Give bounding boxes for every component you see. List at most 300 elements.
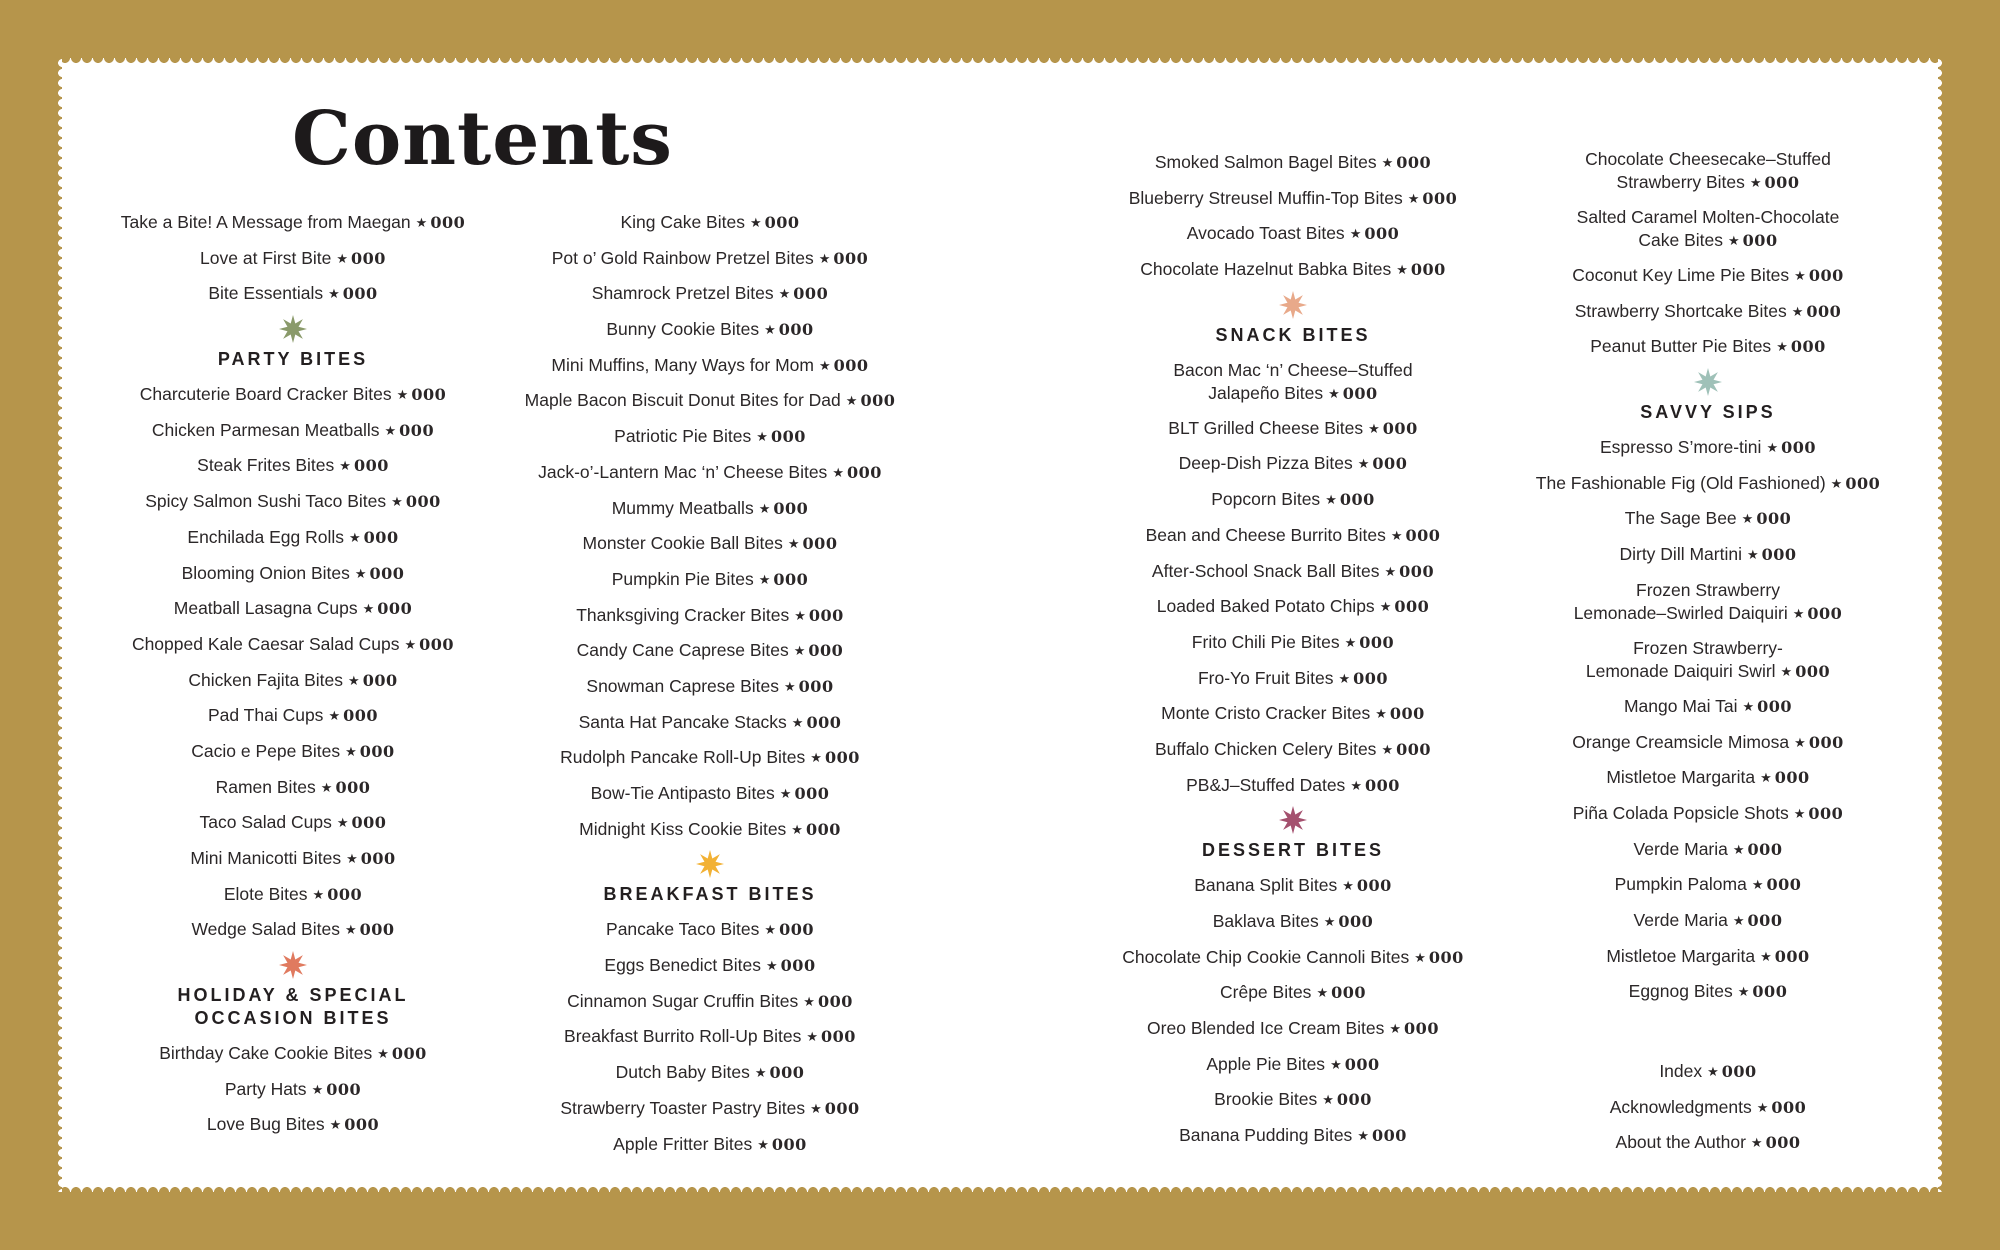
entry-title: Enchilada Egg Rolls — [187, 526, 345, 547]
page-number: 000 — [1764, 173, 1800, 192]
page-number: 000 — [1331, 983, 1366, 1003]
toc-entry-list — [1122, 874, 1464, 1160]
toc-entry[interactable] — [145, 490, 440, 514]
ornament-shape — [279, 951, 307, 979]
toc-entry[interactable] — [182, 562, 405, 586]
page-number: 000 — [860, 391, 896, 411]
entry-title: Verde Maria — [1633, 838, 1728, 859]
entry-title: Mummy Meatballs — [611, 497, 754, 518]
toc-entry[interactable] — [616, 1061, 805, 1085]
entry-title: Brookie Bites — [1214, 1089, 1318, 1110]
toc-entry[interactable] — [1574, 579, 1843, 626]
star-bullet-icon: ★ — [1316, 985, 1329, 1001]
toc-entry[interactable] — [576, 604, 844, 628]
entry-title: Chocolate Chip Cookie Cannoli Bites — [1122, 946, 1410, 967]
toc-entry[interactable] — [216, 776, 371, 800]
page-number: 000 — [1405, 525, 1441, 545]
page-number: 000 — [1399, 561, 1435, 581]
star-bullet-icon: ★ — [757, 1136, 769, 1152]
entry-title: Coconut Key Lime Pie Bites — [1572, 265, 1790, 285]
toc-entry[interactable] — [579, 711, 842, 735]
star-bullet-icon: ★ — [1794, 268, 1806, 283]
page-number: 000 — [824, 1098, 860, 1118]
star-bullet-icon: ★ — [1389, 1021, 1402, 1037]
toc-entry[interactable] — [1615, 873, 1802, 897]
toc-entry[interactable] — [1575, 300, 1842, 324]
toc-entry[interactable] — [1577, 206, 1840, 253]
entry-title: Dirty Dill Martini — [1619, 544, 1742, 565]
star-bullet-icon: ★ — [1381, 155, 1394, 170]
toc-entry[interactable] — [604, 954, 815, 978]
page-number: 000 — [1808, 803, 1844, 823]
toc-entry[interactable] — [564, 1025, 856, 1049]
entry-title: Meatball Lasagna Cups — [173, 598, 358, 619]
section-heading-snack-bites: SNACK BITES — [1215, 324, 1371, 345]
toc-entry[interactable] — [200, 811, 387, 835]
toc-entry[interactable] — [1572, 264, 1843, 288]
entry-title: Eggnog Bites — [1628, 981, 1733, 1002]
entry-title: Chocolate Cheesecake–Stuffed — [1585, 149, 1831, 169]
toc-entry[interactable] — [152, 419, 434, 443]
page-number: 000 — [411, 385, 447, 405]
toc-entry[interactable] — [208, 282, 377, 306]
entry-title-line2: Strawberry Bites — [1616, 172, 1745, 192]
toc-entry[interactable] — [191, 740, 394, 764]
page-number: 000 — [353, 456, 389, 476]
star-bullet-icon: ★ — [754, 1065, 767, 1081]
star-bullet-icon: ★ — [1379, 599, 1392, 615]
section-heading-dessert-bites: DESSERT BITES — [1201, 840, 1385, 861]
page-number: 000 — [1742, 231, 1778, 250]
toc-entry[interactable] — [132, 633, 454, 657]
entry-title: Shamrock Pretzel Bites — [591, 283, 774, 304]
page-number: 000 — [419, 634, 455, 654]
toc-entry[interactable] — [208, 704, 378, 728]
toc-entry[interactable] — [1610, 1096, 1807, 1120]
page-number: 000 — [778, 320, 814, 340]
entry-title-line2: Lemonade Daiquiri Swirl — [1585, 660, 1776, 681]
toc-entry[interactable] — [1659, 1060, 1756, 1084]
star-bullet-icon: ★ — [1330, 1056, 1342, 1072]
star-bullet-icon: ★ — [346, 851, 358, 866]
toc-entry[interactable] — [1606, 766, 1809, 790]
page-number: 000 — [327, 884, 363, 904]
page-number: 000 — [1761, 545, 1797, 565]
toc-entry[interactable] — [613, 1133, 807, 1157]
toc-entry-list — [1129, 151, 1458, 294]
page-number: 000 — [773, 498, 809, 518]
star-bullet-icon: ★ — [1793, 805, 1806, 821]
entry-title: Mango Mai Tai — [1623, 695, 1738, 716]
entry-title-line2: Cake Bites — [1638, 230, 1724, 250]
entry-title: Chocolate Hazelnut Babka Bites — [1140, 259, 1392, 280]
star-bullet-icon: ★ — [1741, 511, 1754, 527]
star-bullet-icon: ★ — [1830, 475, 1843, 491]
toc-entry[interactable] — [560, 746, 860, 770]
entry-title: Mistletoe Margarita — [1606, 945, 1756, 966]
page-number: 000 — [351, 248, 386, 268]
toc-entry[interactable] — [207, 1113, 379, 1137]
page-number: 000 — [1372, 454, 1408, 474]
page-number: 000 — [1757, 696, 1793, 716]
page-number: 000 — [351, 813, 387, 833]
entry-title: Snowman Caprese Bites — [586, 675, 780, 696]
entry-title: Banana Split Bites — [1194, 875, 1338, 896]
entry-title: Mini Manicotti Bites — [190, 848, 342, 868]
toc-entry-list — [121, 211, 465, 318]
star-bullet-icon: ★ — [1368, 420, 1380, 436]
toc-entry[interactable] — [1206, 1053, 1379, 1077]
star-bullet-icon: ★ — [1414, 949, 1426, 965]
entry-title: Jack-o’-Lantern Mac ‘n’ Cheese Bites — [538, 461, 828, 482]
star-bullet-icon: ★ — [756, 429, 768, 445]
page-number: 000 — [806, 712, 842, 732]
star-bullet-icon: ★ — [784, 678, 796, 694]
page-number: 000 — [1382, 418, 1418, 438]
toc-entry[interactable] — [606, 918, 814, 942]
entry-title: Pad Thai Cups — [207, 705, 324, 726]
star-bullet-icon: ★ — [328, 708, 341, 724]
page-number: 000 — [359, 920, 395, 940]
star-bullet-icon: ★ — [778, 286, 791, 302]
toc-entry[interactable] — [1590, 335, 1826, 359]
toc-entry[interactable] — [551, 354, 868, 378]
toc-entry[interactable] — [200, 247, 386, 271]
star-bullet-icon: ★ — [415, 215, 428, 230]
entry-title: Blueberry Streusel Muffin-Top Bites — [1128, 187, 1403, 208]
section-heading-holiday-bites — [177, 984, 408, 1030]
star-bullet-icon: ★ — [1794, 734, 1806, 750]
toc-entry[interactable] — [121, 211, 465, 235]
toc-entry[interactable] — [1152, 560, 1434, 584]
entry-title: Take a Bite! A Message from Maegan — [120, 212, 411, 232]
page-number: 000 — [833, 248, 869, 268]
page-number: 000 — [1845, 473, 1881, 493]
entry-title: Cacio e Pepe Bites — [191, 740, 341, 761]
star-bullet-icon: ★ — [329, 1117, 342, 1133]
toc-entry[interactable] — [190, 847, 395, 871]
section-heading-party-bites: PARTY BITES — [217, 349, 369, 370]
page-number: 000 — [1774, 946, 1810, 966]
toc-entry[interactable] — [224, 883, 362, 907]
star-bullet-icon: ★ — [1742, 698, 1755, 714]
star-bullet-icon: ★ — [806, 1029, 819, 1045]
page-number: 000 — [833, 355, 869, 375]
star-bullet-icon: ★ — [1756, 1099, 1769, 1115]
toc-entry[interactable] — [1122, 946, 1464, 970]
toc-entry[interactable] — [567, 990, 853, 1014]
toc-entry[interactable] — [197, 454, 389, 478]
toc-entry[interactable] — [1213, 910, 1374, 934]
entry-title: Maple Bacon Biscuit Donut Bites for Dad — [524, 390, 841, 411]
page-number: 000 — [1766, 875, 1802, 895]
entry-title: Popcorn Bites — [1211, 489, 1321, 510]
toc-entry[interactable] — [1220, 981, 1366, 1005]
toc-entry[interactable] — [1194, 874, 1392, 898]
star-bullet-icon: ★ — [362, 601, 375, 617]
page-number: 000 — [1364, 775, 1400, 795]
star-bullet-icon: ★ — [1349, 226, 1362, 242]
toc-entry[interactable] — [1129, 187, 1458, 211]
entry-title: Apple Pie Bites — [1206, 1053, 1326, 1074]
toc-entry[interactable] — [591, 782, 830, 806]
page-number: 000 — [1339, 490, 1375, 510]
page-number: 000 — [1359, 632, 1395, 652]
toc-entry[interactable] — [225, 1078, 361, 1102]
page-number: 000 — [1756, 509, 1792, 529]
toc-entry[interactable] — [1211, 488, 1375, 512]
toc-entry[interactable] — [1634, 909, 1783, 933]
page-number: 000 — [362, 670, 398, 690]
toc-entry[interactable] — [1187, 222, 1400, 246]
star-bullet-icon: ★ — [348, 672, 360, 688]
page-number: 000 — [1410, 260, 1446, 280]
toc-entry[interactable] — [1619, 543, 1796, 567]
toc-entry-list — [525, 211, 896, 853]
toc-entry[interactable] — [1616, 1131, 1801, 1155]
star-bullet-icon: ★ — [749, 215, 762, 230]
entry-title: Charcuterie Board Cracker Bites — [139, 384, 392, 405]
entry-title: Peanut Butter Pie Bites — [1590, 336, 1772, 357]
entry-title: Mistletoe Margarita — [1606, 767, 1756, 788]
page-number: 000 — [405, 492, 441, 512]
toc-entry[interactable] — [606, 318, 813, 342]
entry-title: Bow-Tie Antipasto Bites — [590, 783, 775, 803]
heading-line: HOLIDAY & SPECIAL — [177, 985, 409, 1006]
entry-title: Taco Salad Cups — [199, 812, 332, 833]
page-number: 000 — [1342, 383, 1378, 403]
star-bullet-icon: ★ — [339, 458, 351, 474]
toc-entry[interactable] — [525, 389, 896, 413]
entry-title: Eggs Benedict Bites — [604, 955, 762, 976]
toc-entry[interactable] — [191, 918, 394, 942]
page-number: 000 — [1781, 438, 1816, 458]
toc-entry[interactable] — [1155, 738, 1431, 762]
entry-title: Cinnamon Sugar Cruffin Bites — [567, 990, 799, 1011]
toc-entry[interactable] — [586, 675, 833, 699]
toc-entry[interactable] — [1198, 667, 1388, 691]
star-bullet-icon: ★ — [794, 607, 806, 623]
entry-title: Bacon Mac ‘n’ Cheese–Stuffed — [1173, 359, 1413, 380]
entry-title: Acknowledgments — [1609, 1096, 1752, 1117]
toc-entry[interactable] — [1147, 1017, 1439, 1041]
entry-title: Chicken Fajita Bites — [188, 669, 344, 690]
star-bullet-icon: ★ — [1357, 1128, 1369, 1144]
toc-entry[interactable] — [1157, 595, 1430, 619]
page-number: 000 — [817, 991, 853, 1011]
entry-title: Love Bug Bites — [206, 1114, 325, 1135]
page-number: 000 — [1808, 266, 1844, 285]
star-bullet-icon: ★ — [1342, 878, 1354, 894]
page-number: 000 — [342, 284, 378, 304]
star-bullet-icon: ★ — [1707, 1064, 1719, 1079]
toc-entry[interactable] — [538, 461, 882, 485]
star-bullet-icon: ★ — [1776, 339, 1788, 355]
entry-title: Pumpkin Pie Bites — [611, 568, 754, 589]
entry-title: Orange Creamsicle Mimosa — [1572, 731, 1790, 752]
page-number: 000 — [1404, 1019, 1439, 1039]
page-number: 000 — [363, 527, 399, 547]
star-bullet-icon: ★ — [1350, 777, 1362, 793]
page-number: 000 — [1428, 947, 1464, 967]
page-number: 000 — [1422, 188, 1458, 208]
entry-title: Candy Cane Caprese Bites — [576, 640, 789, 661]
toc-entry[interactable] — [1214, 1088, 1372, 1112]
entry-title: Wedge Salad Bites — [191, 919, 340, 940]
toc-entry[interactable] — [1173, 359, 1412, 406]
toc-entry[interactable] — [159, 1042, 427, 1066]
toc-entry[interactable] — [1179, 452, 1408, 476]
star-bullet-icon: ★ — [391, 494, 403, 510]
toc-entry[interactable] — [560, 1097, 859, 1121]
entry-title: King Cake Bites — [620, 212, 745, 232]
star-bullet-icon: ★ — [1751, 877, 1764, 893]
page-number: 000 — [1389, 704, 1425, 724]
star-bullet-icon: ★ — [1732, 841, 1745, 857]
page-number: 000 — [391, 1044, 427, 1064]
entry-title: Santa Hat Pancake Stacks — [578, 711, 787, 732]
toc-entry[interactable] — [1573, 802, 1844, 826]
page-number: 000 — [794, 784, 830, 803]
toc-entry[interactable] — [1192, 631, 1394, 655]
star-bullet-icon: ★ — [344, 922, 357, 938]
page-number: 000 — [798, 676, 834, 696]
entry-title: After-School Snack Ball Bites — [1151, 560, 1380, 581]
toc-entry[interactable] — [1146, 524, 1441, 548]
toc-entry[interactable] — [1606, 945, 1809, 969]
section-heading-breakfast-bites: BREAKFAST BITES — [603, 884, 817, 905]
star-bullet-icon: ★ — [336, 250, 349, 266]
toc-entry[interactable] — [612, 497, 809, 521]
entry-title: Strawberry Shortcake Bites — [1574, 300, 1787, 321]
page-number: 000 — [808, 605, 844, 625]
page-number: 000 — [343, 706, 378, 726]
entry-title: The Fashionable Fig (Old Fashioned) — [1535, 472, 1826, 493]
toc-entry[interactable] — [1155, 151, 1431, 175]
page-number: 000 — [846, 462, 882, 482]
toc-entry[interactable] — [1572, 731, 1843, 755]
page-number: 000 — [430, 213, 466, 232]
page-number: 000 — [824, 748, 860, 768]
entry-title: Banana Pudding Bites — [1179, 1125, 1353, 1146]
ornament-shape — [696, 850, 724, 878]
toc-entry[interactable] — [620, 211, 799, 235]
toc-entry[interactable] — [1186, 774, 1400, 798]
entry-title: Birthday Cake Cookie Bites — [159, 1043, 373, 1064]
page-number: 000 — [360, 849, 396, 868]
entry-title: Patriotic Pie Bites — [614, 426, 752, 447]
toc-entry[interactable] — [592, 282, 828, 306]
entry-title: Apple Fritter Bites — [613, 1133, 753, 1154]
entry-title: Thanksgiving Cracker Bites — [576, 604, 790, 625]
star-bullet-icon: ★ — [349, 529, 361, 545]
page-number: 000 — [802, 534, 838, 554]
star-bullet-icon: ★ — [336, 815, 349, 831]
star-bullet-icon: ★ — [810, 750, 822, 766]
toc-entry[interactable] — [1624, 695, 1792, 719]
entry-title: The Sage Bee — [1624, 508, 1737, 529]
star-bullet-icon: ★ — [1384, 563, 1397, 579]
page-number: 000 — [1747, 839, 1783, 859]
toc-entry[interactable] — [612, 568, 809, 592]
star-bullet-icon: ★ — [1357, 456, 1370, 472]
star-bullet-icon: ★ — [832, 464, 844, 480]
toc-entry[interactable] — [188, 669, 397, 693]
star-bullet-icon: ★ — [1750, 1135, 1763, 1151]
toc-entry[interactable] — [140, 383, 446, 407]
toc-entry[interactable] — [614, 425, 806, 449]
page-number: 000 — [770, 427, 806, 447]
star-ornament-icon — [1693, 367, 1723, 397]
toc-entry[interactable] — [1625, 507, 1791, 531]
toc-entry[interactable] — [1179, 1124, 1407, 1148]
entry-title: Rudolph Pancake Roll-Up Bites — [560, 747, 806, 768]
toc-entry[interactable] — [187, 526, 398, 550]
toc-entry[interactable] — [1140, 258, 1446, 282]
entry-title: Piña Colada Popsicle Shots — [1572, 802, 1789, 823]
star-bullet-icon: ★ — [311, 1081, 324, 1097]
entry-title: Frozen Strawberry- — [1633, 637, 1783, 658]
entry-title: BLT Grilled Cheese Bites — [1168, 417, 1364, 438]
star-bullet-icon: ★ — [845, 393, 858, 409]
toc-entry[interactable] — [577, 639, 844, 663]
toc-entry[interactable] — [579, 818, 841, 842]
page-number: 000 — [1807, 603, 1843, 623]
entry-title: Espresso S’more-tini — [1599, 437, 1762, 458]
page-number: 000 — [1396, 153, 1432, 172]
page-number: 000 — [1338, 912, 1374, 931]
entry-title: Bean and Cheese Burrito Bites — [1145, 524, 1386, 545]
toc-entry-list — [132, 383, 454, 954]
entry-title: Pumpkin Paloma — [1614, 874, 1747, 895]
toc-entry[interactable] — [1634, 838, 1783, 862]
entry-title: Oreo Blended Ice Cream Bites — [1147, 1018, 1385, 1039]
toc-entry[interactable] — [1161, 702, 1425, 726]
toc-entry[interactable] — [1600, 436, 1816, 460]
section-heading-savvy-sips: SAVVY SIPS — [1640, 402, 1776, 423]
entry-title: Monster Cookie Ball Bites — [582, 533, 783, 554]
entry-title: Loaded Baked Potato Chips — [1156, 596, 1375, 617]
toc-entry[interactable] — [1586, 637, 1830, 684]
star-bullet-icon: ★ — [1407, 190, 1420, 206]
star-bullet-icon: ★ — [787, 536, 800, 552]
star-bullet-icon: ★ — [1396, 262, 1408, 278]
toc-entry[interactable] — [583, 532, 838, 556]
star-ornament-icon — [1278, 290, 1308, 320]
page-number: 000 — [771, 1134, 807, 1154]
toc-entry[interactable] — [1536, 472, 1880, 496]
toc-entry[interactable] — [1629, 980, 1788, 1004]
entry-title: Frozen Strawberry — [1636, 579, 1780, 600]
page-number: 000 — [1806, 301, 1842, 321]
page-number: 000 — [808, 641, 844, 661]
entry-title: Monte Cristo Cracker Bites — [1161, 703, 1371, 724]
page-number: 000 — [821, 1027, 856, 1047]
star-bullet-icon: ★ — [1792, 605, 1805, 621]
page-number: 000 — [1344, 1054, 1380, 1074]
page-number: 000 — [369, 563, 405, 583]
toc-entry[interactable] — [552, 247, 869, 271]
entry-title: Strawberry Toaster Pastry Bites — [560, 1097, 806, 1118]
toc-column-3 — [1058, 151, 1528, 1160]
toc-entry-list — [560, 918, 859, 1168]
toc-entry[interactable] — [174, 597, 412, 621]
toc-entry[interactable] — [1585, 148, 1831, 195]
entry-title: Bunny Cookie Bites — [606, 319, 760, 340]
page-number: 000 — [1364, 224, 1400, 244]
star-bullet-icon: ★ — [328, 286, 340, 302]
toc-entry[interactable] — [1168, 417, 1417, 441]
